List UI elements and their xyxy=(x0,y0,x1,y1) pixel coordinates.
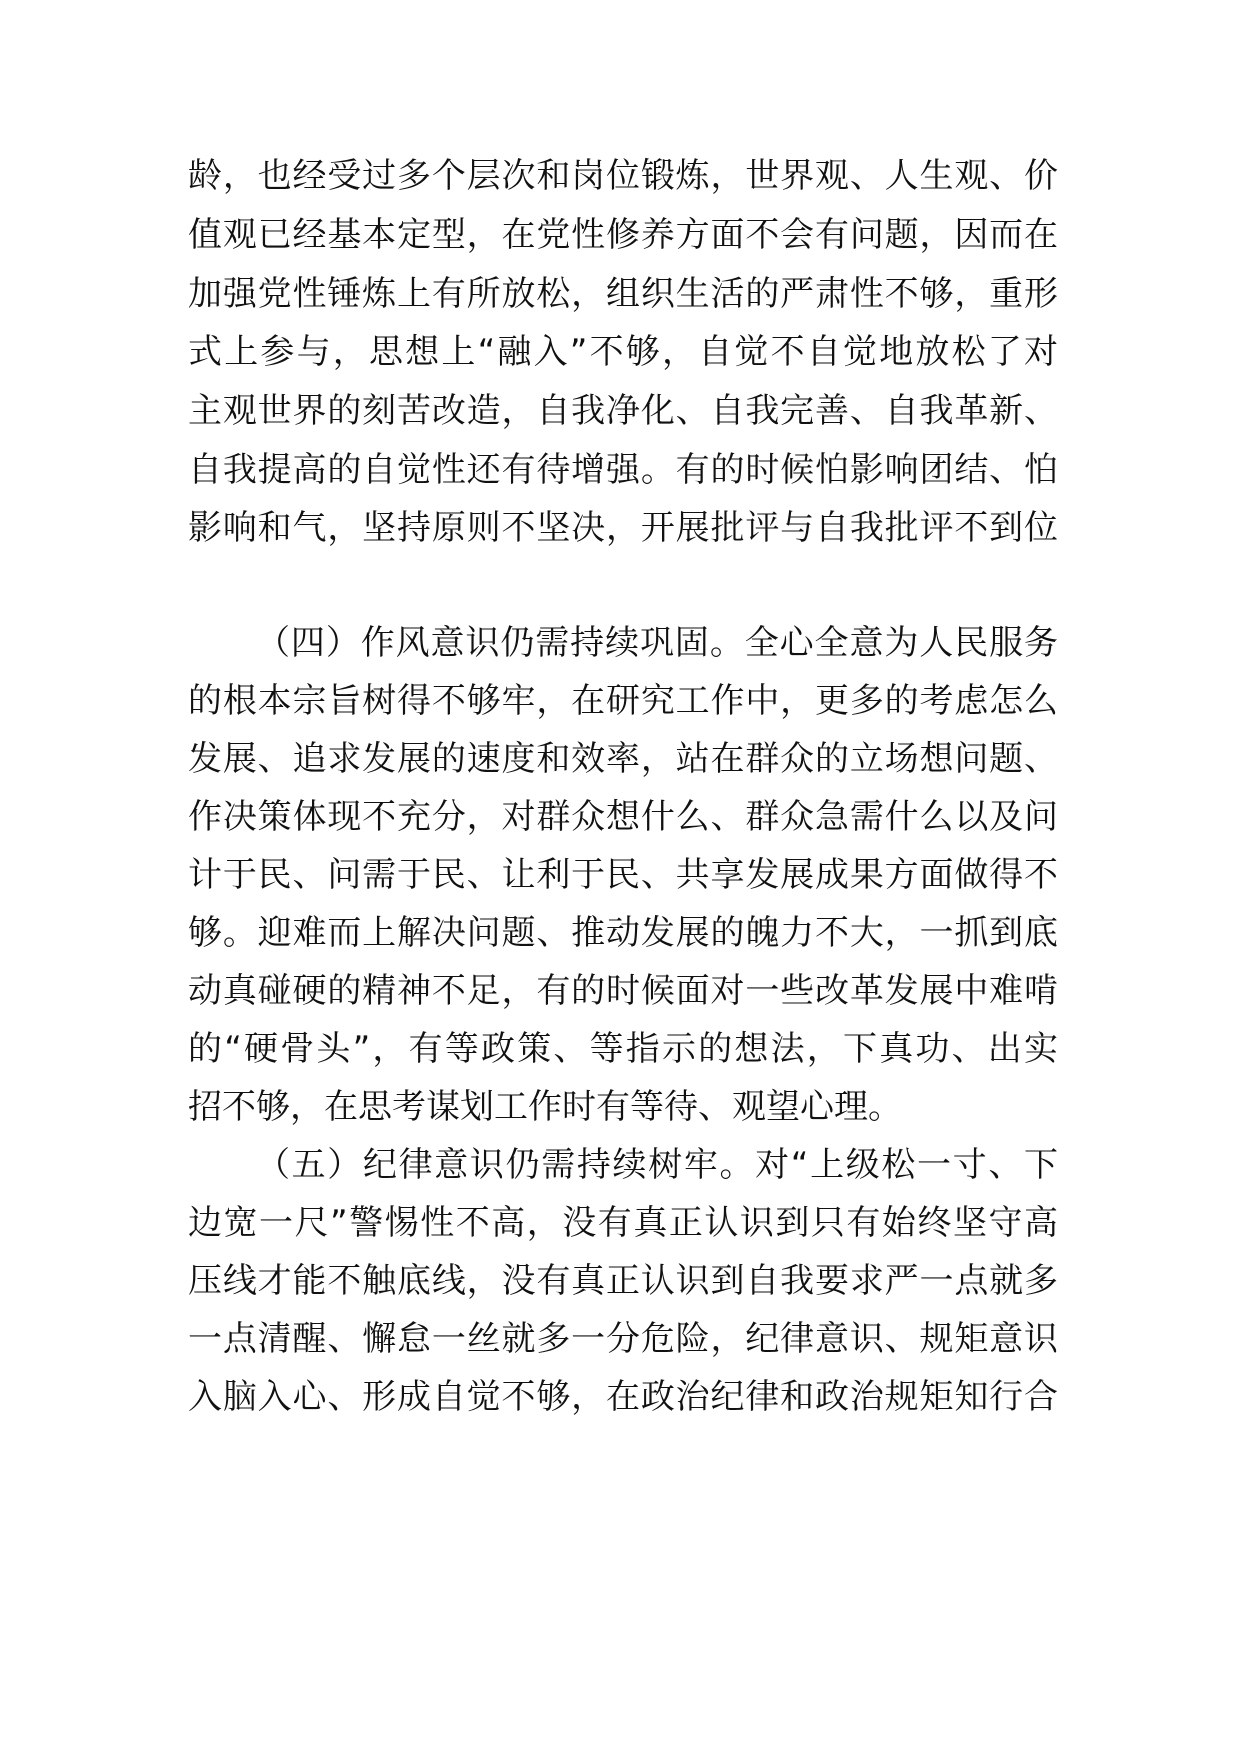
text-line: 边宽一尺”警惕性不高，没有真正认识到只有始终坚守高 xyxy=(188,1203,1058,1243)
text-line: 一点清醒、懈怠一丝就多一分危险，纪律意识、规矩意识 xyxy=(188,1319,1058,1359)
text-line: 加强党性锤炼上有所放松，组织生活的严肃性不够，重形 xyxy=(188,274,1058,314)
text-line: 动真碰硬的精神不足，有的时候面对一些改革发展中难啃 xyxy=(188,971,1058,1011)
text-line: 的根本宗旨树得不够牢，在研究工作中，更多的考虑怎么 xyxy=(188,681,1058,721)
text-line: 入脑入心、形成自觉不够，在政治纪律和政治规矩知行合 xyxy=(188,1377,1058,1417)
text-line: 计于民、问需于民、让利于民、共享发展成果方面做得不 xyxy=(188,855,1058,895)
text-line: 自我提高的自觉性还有待增强。有的时候怕影响团结、怕 xyxy=(188,450,1058,490)
text-line: 发展、追求发展的速度和效率，站在群众的立场想问题、 xyxy=(188,739,1058,779)
text-line: 压线才能不触底线，没有真正认识到自我要求严一点就多 xyxy=(188,1261,1058,1301)
text-line: 龄，也经受过多个层次和岗位锻炼，世界观、人生观、价 xyxy=(188,156,1058,196)
paragraph-heading-line: （四）作风意识仍需持续巩固。全心全意为人民服务 xyxy=(256,623,1058,663)
paragraph-heading-line: （五）纪律意识仍需持续树牢。对“上级松一寸、下 xyxy=(256,1145,1058,1185)
text-line: 够。迎难而上解决问题、推动发展的魄力不大，一抓到底 xyxy=(188,913,1058,953)
text-line: 值观已经基本定型，在党性修养方面不会有问题，因而在 xyxy=(188,215,1058,255)
text-line: 作决策体现不充分，对群众想什么、群众急需什么以及问 xyxy=(188,797,1058,837)
text-line: 式上参与，思想上“融入”不够，自觉不自觉地放松了对 xyxy=(188,332,1058,372)
text-line: 的“硬骨头”，有等政策、等指示的想法，下真功、出实 xyxy=(188,1029,1058,1069)
text-line: 主观世界的刻苦改造，自我净化、自我完善、自我革新、 xyxy=(188,391,1058,431)
text-line: 影响和气，坚持原则不坚决，开展批评与自我批评不到位 xyxy=(188,508,1058,548)
text-line: 招不够，在思考谋划工作时有等待、观望心理。 xyxy=(188,1087,902,1127)
